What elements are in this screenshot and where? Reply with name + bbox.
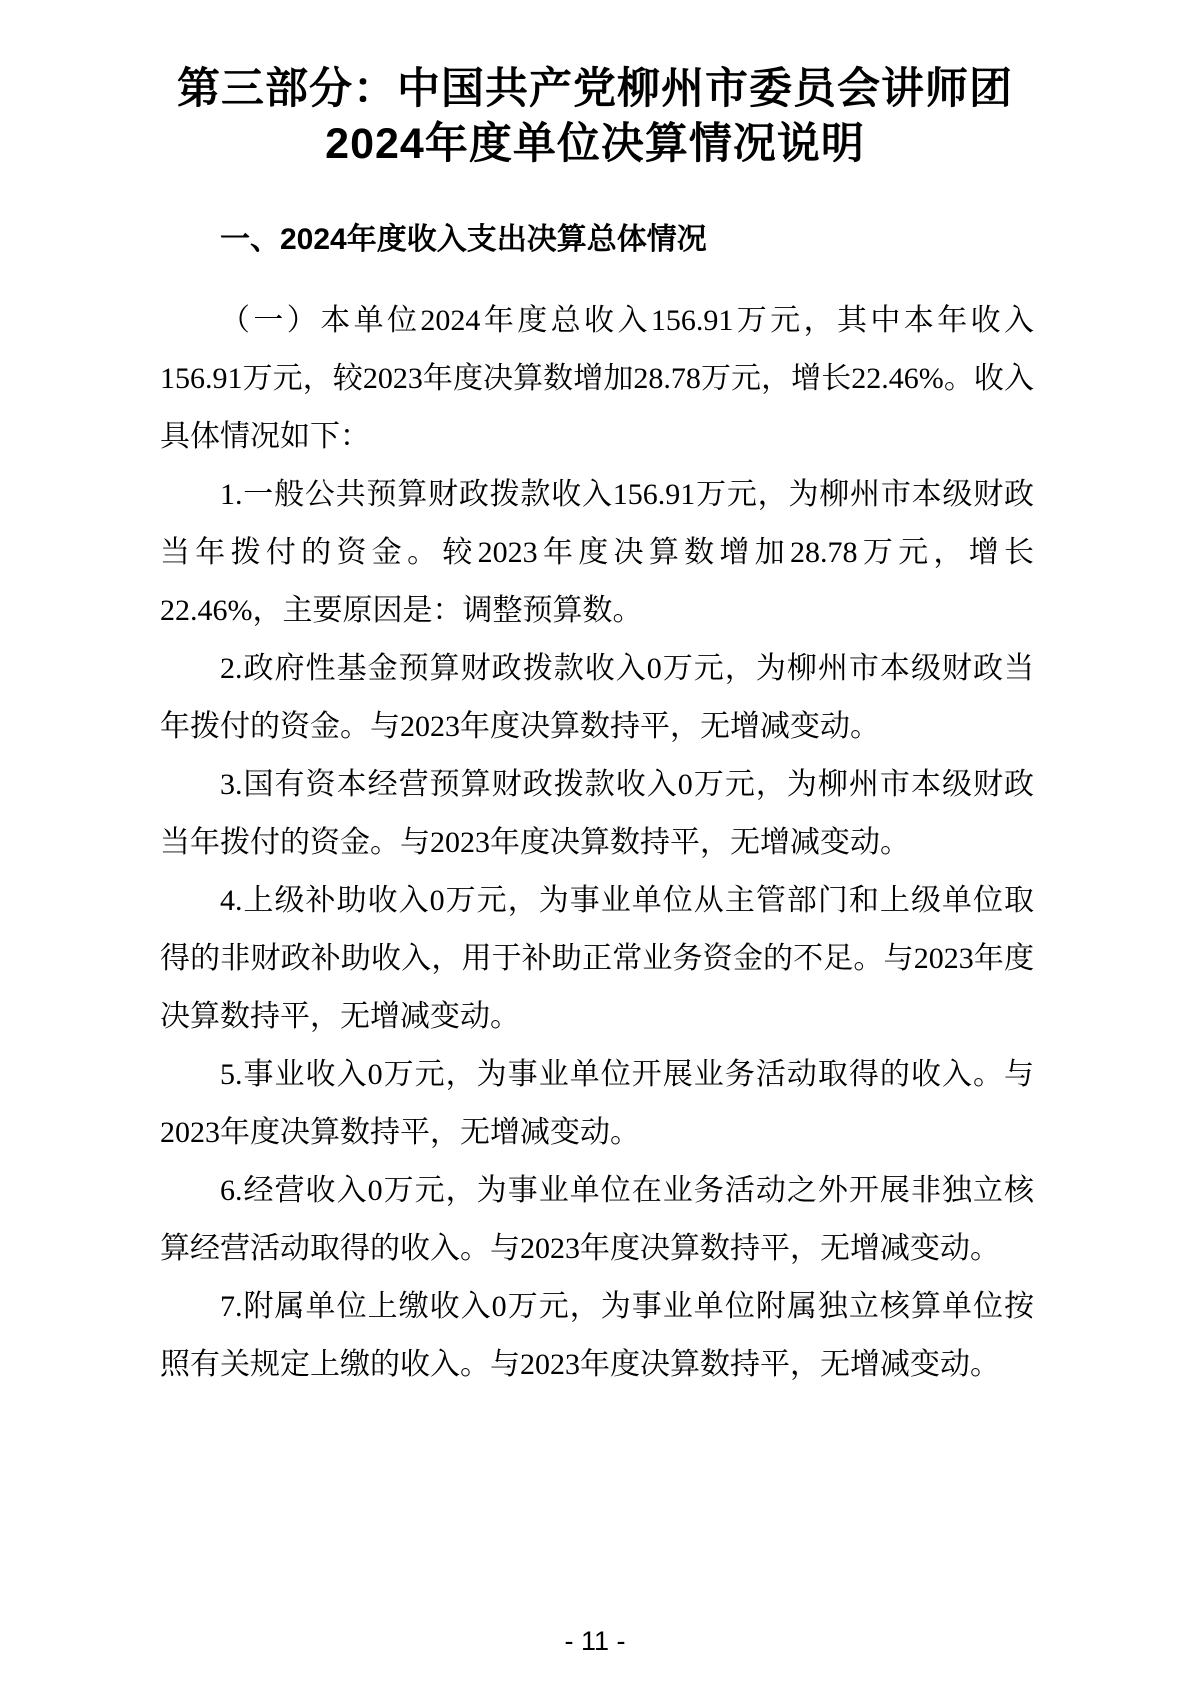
paragraph-overview: （一）本单位2024年度总收入156.91万元，其中本年收入156.91万元，较2023年度决算数增加28.78万元，增长22.46%。收入具体情况如下： — [160, 304, 1034, 453]
page-number: - 11 - — [564, 1626, 626, 1656]
document-title-line-1: 第三部分：中国共产党柳州市委员会讲师团 — [177, 65, 1013, 113]
paragraph-item-3-state-capital-budget: 3.国有资本经营预算财政拨款收入0万元，为柳州市本级财政当年拨付的资金。与2023年度决算数持平，无增减变动。 — [160, 768, 1034, 859]
paragraph-item-7-affiliated-unit-income: 7.附属单位上缴收入0万元，为事业单位附属独立核算单位按照有关规定上缴的收入。与2023年度决算数持平，无增减变动。 — [160, 1290, 1034, 1381]
paragraph-item-6-operating-income: 6.经营收入0万元，为事业单位在业务活动之外开展非独立核算经营活动取得的收入。与2023年度决算数持平，无增减变动。 — [160, 1174, 1034, 1265]
document-body — [160, 292, 1034, 1394]
paragraph-item-1-general-public-budget: 1.一般公共预算财政拨款收入156.91万元，为柳州市本级财政当年拨付的资金。较2023年度决算数增加28.78万元，增长22.46%，主要原因是：调整预算数。 — [160, 478, 1034, 627]
document-title-line-2: 2024年度单位决算情况说明 — [325, 120, 865, 168]
paragraph-item-2-government-fund-budget: 2.政府性基金预算财政拨款收入0万元，为柳州市本级财政当年拨付的资金。与2023年度决算数持平，无增减变动。 — [160, 652, 1034, 743]
document-title — [0, 0, 1190, 172]
section-heading: 一、2024年度收入支出决算总体情况 — [220, 223, 707, 256]
paragraph-item-4-superior-subsidy-income: 4.上级补助收入0万元，为事业单位从主管部门和上级单位取得的非财政补助收入，用于补助正常业务资金的不足。与2023年度决算数持平，无增减变动。 — [160, 884, 1034, 1033]
paragraph-item-5-business-income: 5.事业收入0万元，为事业单位开展业务活动取得的收入。与2023年度决算数持平，无增减变动。 — [160, 1058, 1034, 1149]
